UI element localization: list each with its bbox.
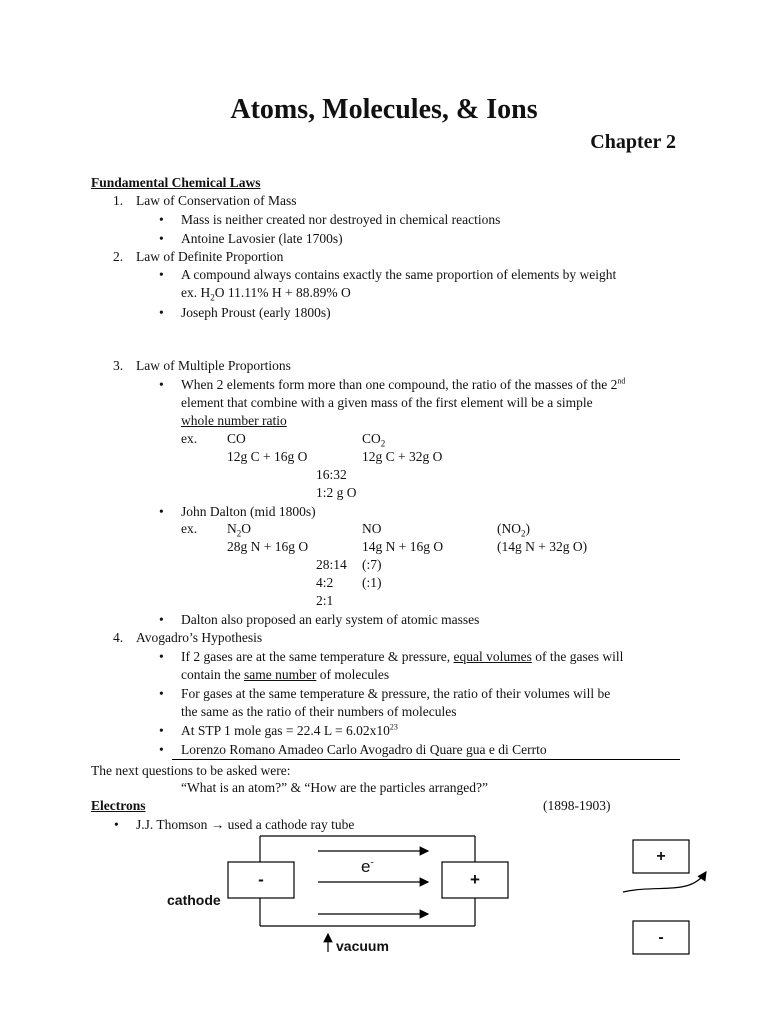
law2-label: Law of Definite Proportion [136, 249, 284, 264]
law3-ex1-label: ex. [181, 431, 198, 446]
law2-bullet-2: • Joseph Proust (early 1800s) [181, 304, 331, 322]
next-questions: “What is an atom?” & “How are the particles arranged?” [181, 780, 488, 795]
thomson-bullet: • J.J. Thomson → used a cathode ray tube [136, 816, 354, 834]
law3-ex1-compound-2: $CO_2$ [362, 431, 386, 449]
chapter-label: Chapter 2 [590, 131, 676, 153]
law4-bullet-3: • At STP 1 mole gas = 22.4 $L = 6.02x10^{23}$ [181, 722, 398, 740]
law3-bullet-1: • When 2 elements form more than one compound, the ratio of the masses of the 2nd [181, 376, 625, 394]
law3-ex1-ratio-2: 1:2 g O [316, 485, 357, 500]
electrons-years: (1898-1903) [543, 798, 611, 813]
law3-ex2-ratio-2b: (:1) [362, 575, 382, 590]
law3-bullet-1-line3: whole number ratio [181, 413, 287, 428]
law1-label: Law of Conservation of Mass [136, 193, 297, 208]
law3-ex1-mass-2: 12g C + 32g O [362, 449, 443, 464]
law4-label: Avogadro’s Hypothesis [136, 630, 263, 645]
law4-bullet-1: • If 2 gases are at the same temperature & pressure, equal volumes of the gases will [181, 648, 623, 666]
law3-ex2-compound-1: $N_2O$ [227, 521, 251, 539]
anode-plus-electrode: + [470, 870, 480, 889]
law3-ex2-ratio-3: 2:1 [316, 593, 334, 608]
law4-number: 4. [113, 630, 124, 645]
next-questions-intro: The next questions to be asked were: [91, 763, 291, 778]
law2-bullet-1: • A compound always contains exactly the same proportion of elements by weight [181, 266, 616, 284]
law4-bullet-1-line2: contain the same number of molecules [181, 667, 390, 682]
law2-number: 2. [113, 249, 124, 264]
law3-ex1-mass-1: 12g C + 16g O [227, 449, 308, 464]
page-title: Atoms, Molecules, & Ions [230, 94, 538, 125]
law1-bullet-1: • Mass is neither created nor destroyed in chemical reactions [181, 211, 500, 229]
electron-label: e- [361, 857, 374, 876]
law3-bullet-3: • Dalton also proposed an early system of atomic masses [181, 611, 479, 629]
electrons-heading: Electrons [91, 798, 146, 813]
law3-bullet-1-line2: element that combine with a given mass of the first element will be a simple [181, 395, 593, 410]
right-arrow-icon: → [210, 817, 225, 832]
law3-ex2-compound-2: NO [362, 521, 382, 536]
law3-ex1-ratio-1: 16:32 [316, 467, 347, 482]
cathode-label: cathode [167, 892, 221, 908]
law4-bullet-4: • Lorenzo Romano Amadeo Carlo Avogadro di Quare gua e di Cerrto [181, 741, 547, 759]
law3-bullet-2: • John Dalton (mid 1800s) [181, 503, 316, 521]
law3-ex2-mass-2: 14g N + 16g O [362, 539, 444, 554]
law3-ex2-label: ex. [181, 521, 198, 536]
law4-bullet-2: • For gases at the same temperature & pressure, the ratio of their volumes will be [181, 685, 610, 703]
law4-bullet-2-line2: the same as the ratio of their numbers of molecules [181, 704, 457, 719]
law3-ex2-ratio-1: 28:14 [316, 557, 347, 572]
vacuum-label: vacuum [336, 938, 389, 954]
law3-ex1-compound-1: CO [227, 431, 246, 446]
law3-ex2-mass-1: 28g N + 16g O [227, 539, 309, 554]
section-heading-laws: Fundamental Chemical Laws [91, 175, 261, 190]
law2-example: ex. $H_2O$ 11.11% H + 88.89% O [181, 285, 351, 303]
law3-ex2-mass-3: (14g N + 32g O) [497, 539, 588, 554]
negative-plate: - [658, 929, 664, 946]
law3-ex2-compound-3: $(NO_2)$ [497, 521, 530, 539]
law3-ex2-ratio-2: 4:2 [316, 575, 334, 590]
cathode-minus-electrode: - [258, 870, 264, 889]
positive-plate: + [656, 848, 666, 865]
law3-ex2-ratio-1b: (:7) [362, 557, 382, 572]
law3-number: 3. [113, 358, 124, 373]
law3-label: Law of Multiple Proportions [136, 358, 291, 373]
law1-number: 1. [113, 193, 124, 208]
law1-bullet-2: • Antoine Lavosier (late 1700s) [181, 230, 343, 248]
